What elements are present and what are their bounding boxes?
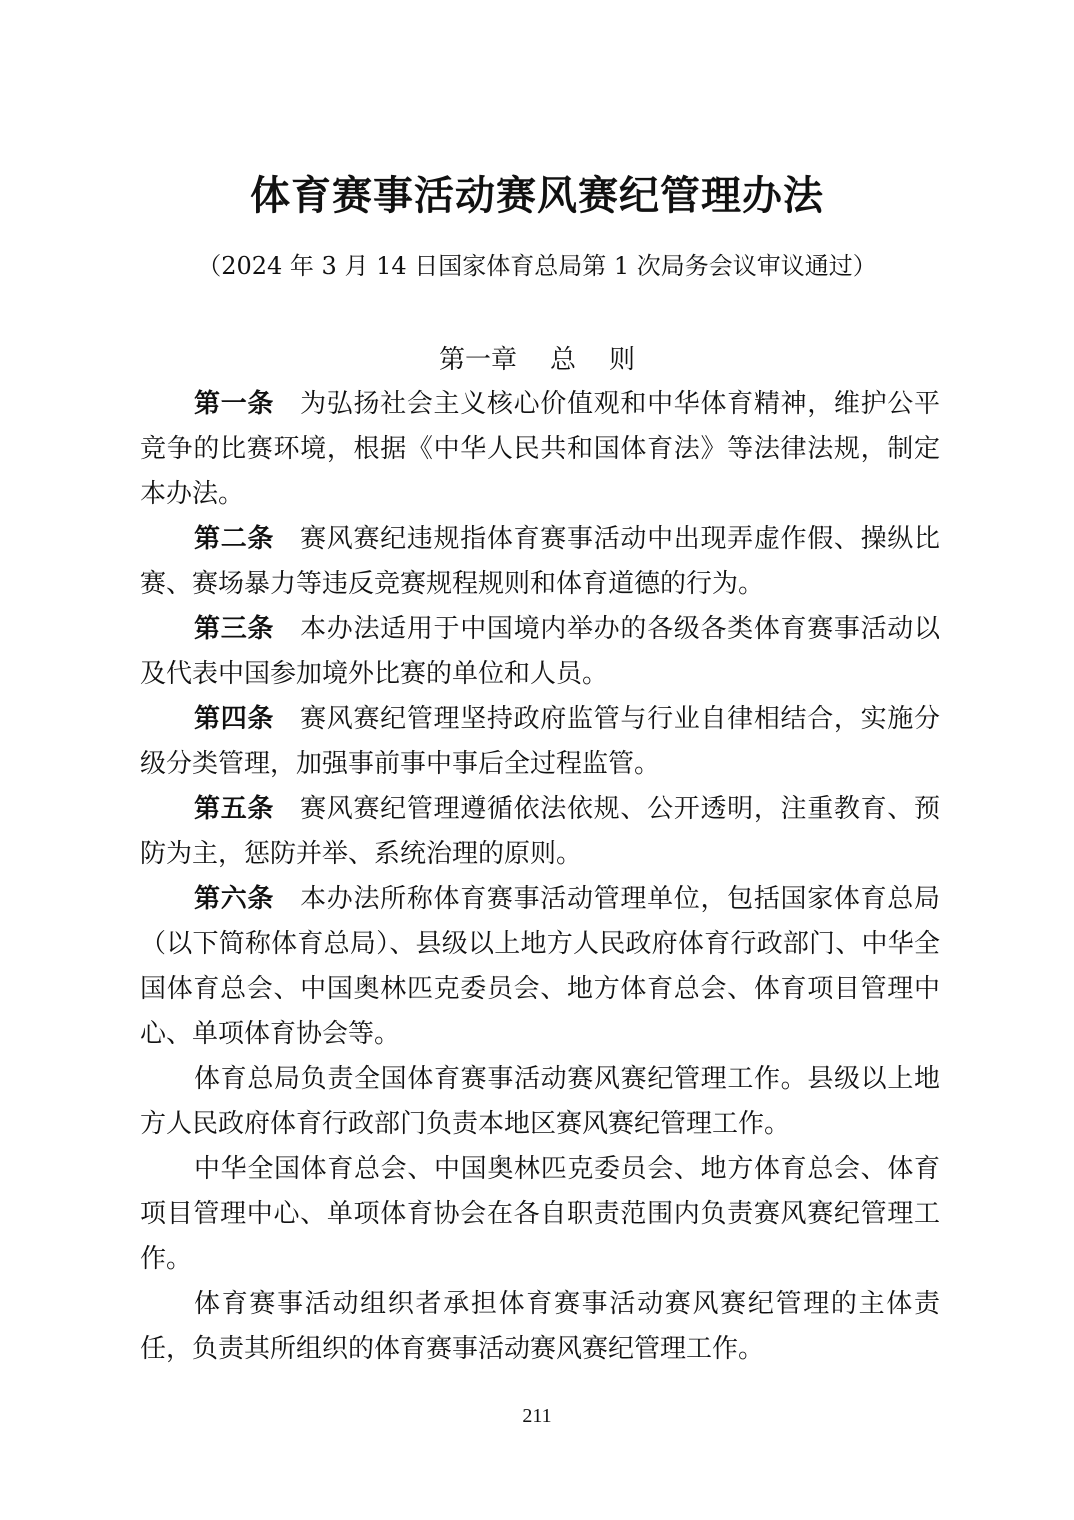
chapter-heading: 第一章 总 则 [438,345,636,375]
page-number: 211 [522,1405,552,1427]
article-2 [140,517,940,607]
paragraph: 体育赛事活动组织者承担体育赛事活动赛风赛纪管理的主体责任，负责其所组织的体育赛事活动赛风赛纪管理工作。 [140,1289,940,1364]
paragraph: 中华全国体育总会、中国奥林匹克委员会、地方体育总会、体育项目管理中心、单项体育协会在各自职责范围内负责赛风赛纪管理工作。 [140,1154,940,1274]
article-number: 第五条 [194,794,275,824]
article-4 [140,697,940,787]
article-number: 第二条 [194,524,275,554]
article-number: 第三条 [194,614,275,644]
article-text: 本办法所称体育赛事活动管理单位，包括国家体育总局（以下简称体育总局）、县级以上地方人民政府体育行政部门、中华全国体育总会、中国奥林匹克委员会、地方体育总会、体育项目管理中心、单项体育协会等。 [140,884,940,1049]
article-text: 赛风赛纪管理遵循依法依规、公开透明，注重教育、预防为主，惩防并举、系统治理的原则。 [140,794,940,869]
article-3 [140,607,940,697]
article-text: 赛风赛纪管理坚持政府监管与行业自律相结合，实施分级分类管理，加强事前事中事后全过程监管。 [140,704,940,779]
article-1 [140,382,940,517]
article-6 [140,877,940,1057]
article-text: 赛风赛纪违规指体育赛事活动中出现弄虚作假、操纵比赛、赛场暴力等违反竞赛规程规则和体育道德的行为。 [140,524,940,599]
article-number: 第六条 [194,884,275,914]
paragraph: 体育总局负责全国体育赛事活动赛风赛纪管理工作。县级以上地方人民政府体育行政部门负责本地区赛风赛纪管理工作。 [140,1064,940,1139]
article-number: 第一条 [194,389,275,419]
article-number: 第四条 [194,704,275,734]
document-title: 体育赛事活动赛风赛纪管理办法 [250,173,824,219]
document-subtitle: （2024 年 3 月 14 日国家体育总局第 1 次局务会议审议通过） [197,252,877,280]
article-text: 本办法适用于中国境内举办的各级各类体育赛事活动以及代表中国参加境外比赛的单位和人员。 [140,614,940,689]
document-body [140,382,940,1372]
article-5 [140,787,940,877]
article-text: 为弘扬社会主义核心价值观和中华体育精神，维护公平竞争的比赛环境，根据《中华人民共和国体育法》等法律法规，制定本办法。 [140,389,940,509]
